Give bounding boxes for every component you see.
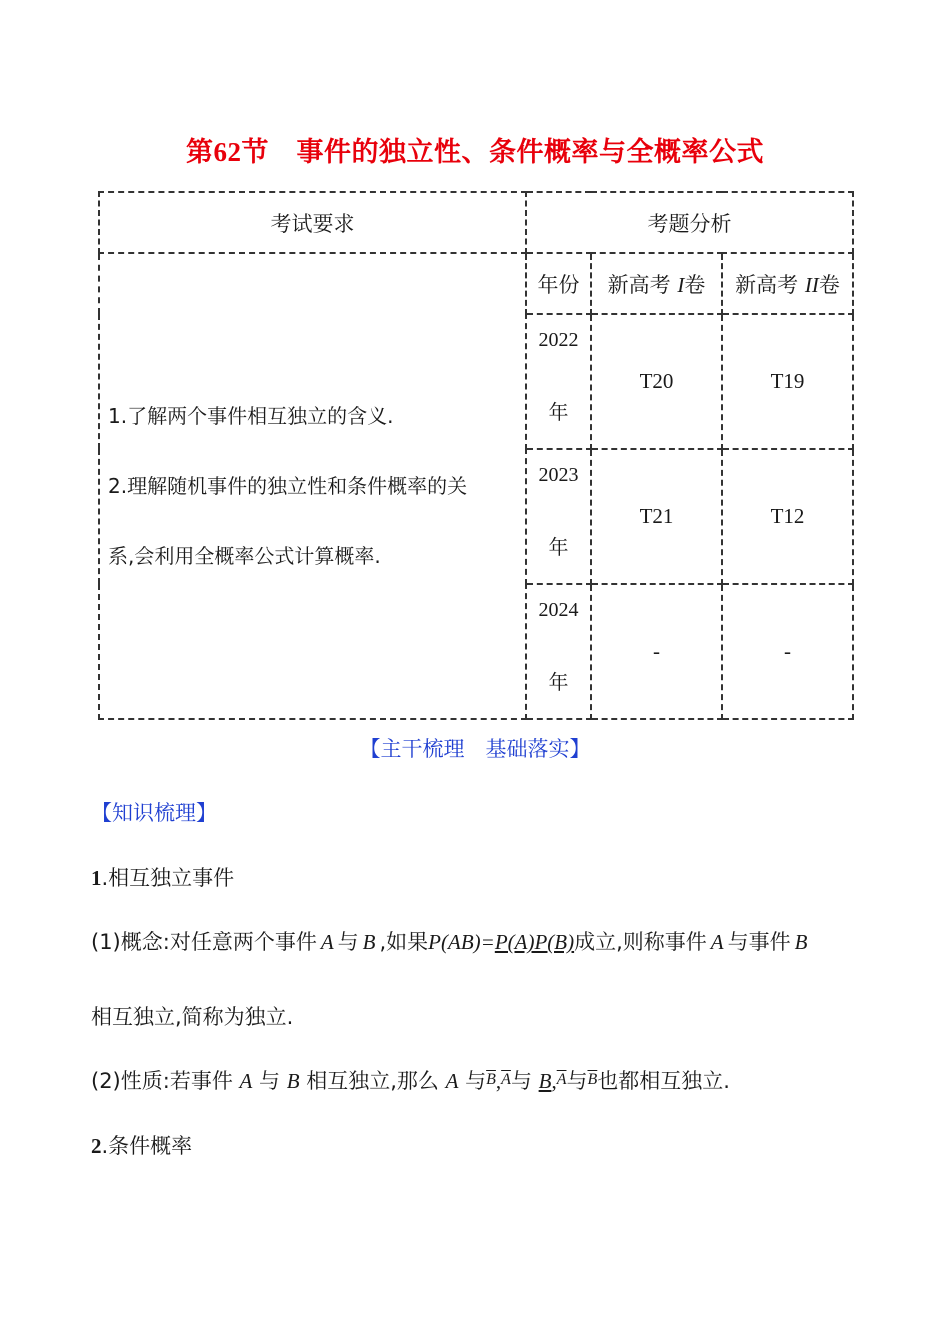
requirement-2-cont: 系,会利用全概率公式计算概率. [108,544,381,568]
paper1-cell: T21 [591,449,722,584]
concept-fragment: 与 [337,930,359,954]
concept-fragment: P(A)P(B) [494,930,575,954]
concept-fragment: 成立,则称事件 [574,930,707,954]
section-banner: 【主干梳理 基础落实】 [359,737,591,761]
concept-fragment: ,如果 [379,930,429,954]
paper2-header: 新高考 II卷 [722,253,853,314]
concept-line [91,926,811,956]
concept-fragment: B [794,930,808,954]
year-header: 年份 [526,253,591,314]
concept-fragment: A [710,930,724,954]
concept-fragment: P(AB)= [428,930,495,954]
title-prefix: 第 [186,137,214,168]
header-analysis: 考题分析 [526,192,853,253]
title-number: 62 [213,137,242,167]
page-title [0,130,950,169]
knowledge-heading: 【知识梳理】 [91,801,217,825]
requirement-2: 2.理解随机事件的独立性和条件概率的关 [108,474,468,498]
item2-heading: 2.条件概率 [91,1134,193,1158]
exam-analysis-table [98,191,854,720]
paper2-cell: T19 [722,314,853,449]
requirements-cell [99,253,526,719]
paper2-cell: T12 [722,449,853,584]
paper1-cell: - [591,584,722,719]
year-cell: 2024 年 [526,584,591,719]
concept-fragment: 与事件 [727,930,791,954]
requirement-1: 1.了解两个事件相互独立的含义. [108,404,394,428]
concept-fragment: (1)概念:对任意两个事件 [91,930,317,954]
header-requirements: 考试要求 [99,192,526,253]
title-text: 事件的独立性、条件概率与全概率公式 [296,137,764,168]
year-cell: 2022 年 [526,314,591,449]
concept-fragment: B [362,930,376,954]
title-suffix: 节 [241,137,269,168]
year-cell: 2023 年 [526,449,591,584]
paper1-header: 新高考 I卷 [591,253,722,314]
concept-line-2: 相互独立,简称为独立. [91,1005,294,1029]
paper1-cell: T20 [591,314,722,449]
property-line: (2)性质:若事件 A 与 B 相互独立,那么 A 与$\overline{B},\overline{A}$与 $B,\overline{A}$与$\overline{B}$也都相互独立. [91,1069,730,1093]
paper2-cell: - [722,584,853,719]
item1-heading: 1.相互独立事件 [91,866,235,890]
concept-fragment: A [320,930,334,954]
